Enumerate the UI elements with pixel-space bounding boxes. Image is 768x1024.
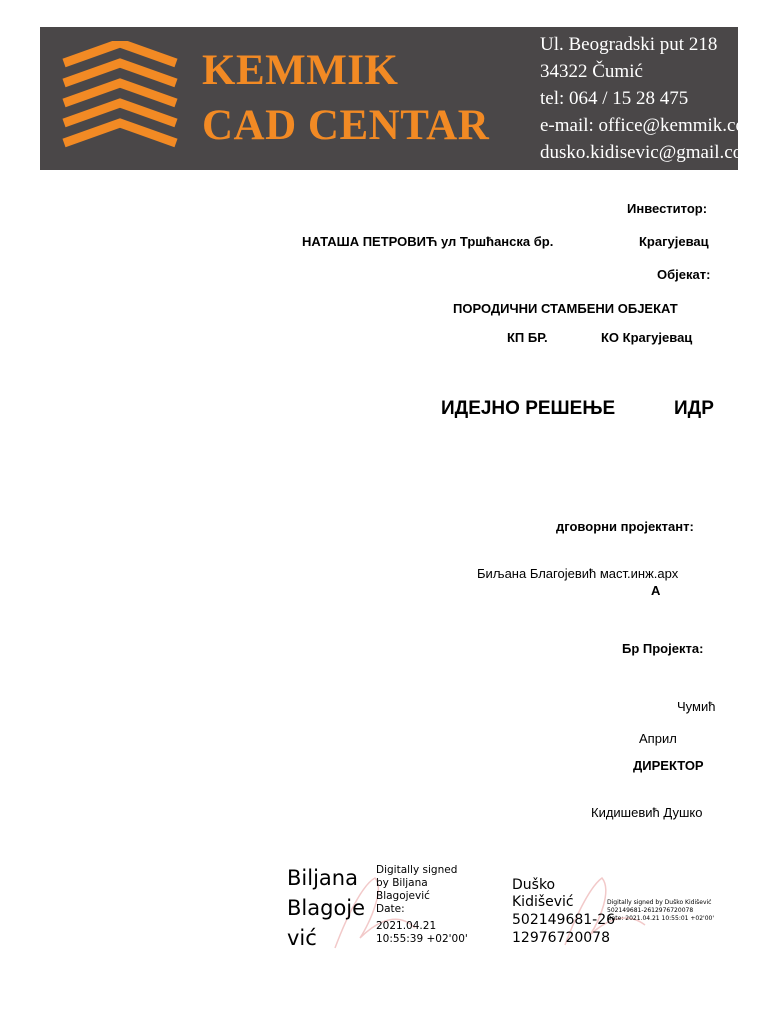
signature-detail: Digitally signed by Duško Kidišević bbox=[607, 899, 712, 906]
object-name: ПОРОДИЧНИ СТАМБЕНИ ОБЈЕКАТ bbox=[453, 301, 678, 316]
company-header-banner bbox=[40, 27, 760, 170]
designer-name: Биљана Благојевић маст.инж.арх bbox=[477, 566, 679, 581]
investor-label: Инвеститор: bbox=[627, 201, 708, 216]
company-email[interactable]: e-mail: office@kemmik.com bbox=[540, 115, 760, 136]
project-number-label: Бр Пројекта: bbox=[622, 641, 704, 656]
signer-name-line1: Biljana bbox=[287, 866, 358, 890]
director-name: Кидишевић Душко bbox=[591, 805, 703, 820]
signature-detail: 2021.04.21 bbox=[376, 920, 437, 932]
brand-name-line1: KEMMIK bbox=[202, 47, 399, 94]
company-city: 34322 Čumić bbox=[540, 61, 643, 82]
place: Чумић bbox=[677, 699, 716, 714]
investor-city: Крагујевац bbox=[639, 234, 709, 249]
company-address: Ul. Beogradski put 218 bbox=[540, 34, 718, 55]
brand-name-line2: CAD CENTAR bbox=[202, 102, 490, 149]
signer-name-line3: vić bbox=[287, 926, 317, 950]
signature-detail: Date: 2021.04.21 10:55:01 +02'00' bbox=[607, 915, 714, 922]
signature-detail: by Biljana bbox=[376, 877, 428, 889]
investor-name: НАТАША ПЕТРОВИЋ ул Тршћанска бр. bbox=[302, 234, 554, 249]
signer-name-line3: 502149681-26 bbox=[512, 912, 616, 928]
ko-label: КО Крагујевац bbox=[601, 330, 693, 345]
signature-detail: Blagojević bbox=[376, 890, 430, 902]
document-code: ИДР bbox=[674, 398, 714, 419]
month: Април bbox=[639, 731, 677, 746]
designer-label: дговорни пројектант: bbox=[556, 519, 694, 534]
director-label: ДИРЕКТОР bbox=[633, 758, 704, 773]
signature-detail: Digitally signed bbox=[376, 864, 458, 876]
company-phone: tel: 064 / 15 28 475 bbox=[540, 88, 689, 109]
signer-name-line4: 12976720078 bbox=[512, 930, 610, 946]
chevron-stack-icon bbox=[60, 41, 180, 156]
document-type-title: ИДЕЈНО РЕШЕЊЕ bbox=[441, 398, 616, 419]
company-email-secondary[interactable]: dusko.kidisevic@gmail.com bbox=[540, 142, 757, 163]
signer-name-line2: Blagoje bbox=[287, 896, 366, 920]
signer-name-line1: Duško bbox=[512, 877, 556, 893]
signature-detail: 502149681-2612976720078 bbox=[607, 907, 694, 914]
signature-detail: Date: bbox=[376, 903, 405, 915]
kp-label: КП БР. bbox=[507, 330, 548, 345]
object-label: Објекат: bbox=[657, 267, 711, 282]
signer-name-line2: Kidišević bbox=[512, 894, 574, 910]
designer-name-continuation: А bbox=[651, 583, 661, 598]
signature-detail: 10:55:39 +02'00' bbox=[376, 933, 468, 945]
